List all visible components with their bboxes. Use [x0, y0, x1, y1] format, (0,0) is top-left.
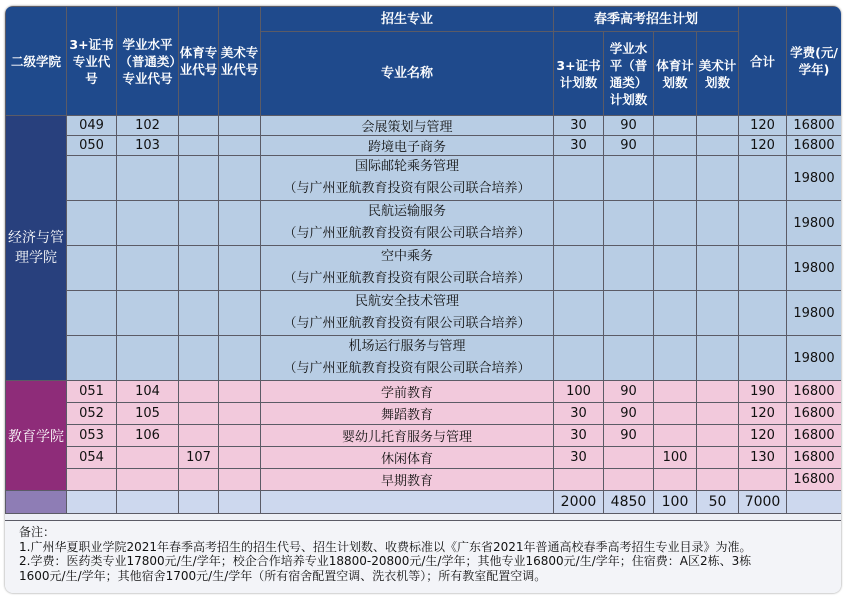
major-partner-note: （与广州亚航教育投资有限公司联合培养） [283, 361, 531, 376]
cert-code-cell [67, 291, 117, 336]
fee-cell: 16800 [787, 381, 841, 403]
enrollment-plan-table [5, 6, 841, 514]
major-name-cell: 休闲体育 [261, 447, 554, 469]
plan-pe-cell [654, 425, 697, 447]
fee-cell: 16800 [787, 447, 841, 469]
xueye-code-cell: 106 [117, 425, 179, 447]
xueye-code-cell: 102 [117, 116, 179, 136]
fee-cell: 19800 [787, 291, 841, 336]
table-row [6, 425, 842, 447]
major-name-cell: 舞蹈教育 [261, 403, 554, 425]
total-plan-sum: 7000 [739, 491, 787, 514]
header-plan-group: 春季高考招生计划 [554, 7, 739, 32]
fee-cell: 16800 [787, 469, 841, 491]
plan-cert-cell: 100 [554, 381, 604, 403]
header-plan-pe: 体育计划数 [654, 32, 697, 116]
xueye-code-cell: 103 [117, 136, 179, 156]
major-name-cell [261, 291, 554, 336]
plan-total-cell [739, 291, 787, 336]
xueye-code-cell [117, 447, 179, 469]
header-plan-cert: 3+证书计划数 [554, 32, 604, 116]
xueye-code-cell [117, 201, 179, 246]
plan-total-cell: 120 [739, 425, 787, 447]
table-row [6, 156, 842, 201]
plan-xueye-cell [604, 336, 654, 381]
header-fee: 学费(元/学年) [787, 7, 841, 116]
plan-cert-cell: 30 [554, 136, 604, 156]
plan-pe-cell [654, 156, 697, 201]
plan-cert-cell [554, 469, 604, 491]
art-code-cell [219, 425, 261, 447]
pe-code-cell [179, 381, 219, 403]
table-header [6, 7, 842, 116]
major-partner-note: （与广州亚航教育投资有限公司联合培养） [283, 271, 531, 286]
cert-code-cell [67, 469, 117, 491]
major-name-cell: 会展策划与管理 [261, 116, 554, 136]
pe-code-cell [179, 116, 219, 136]
cert-code-cell [67, 156, 117, 201]
cert-code-cell: 050 [67, 136, 117, 156]
major-name-cell [261, 156, 554, 201]
table-row [6, 381, 842, 403]
xueye-code-cell [117, 336, 179, 381]
art-code-cell [219, 381, 261, 403]
plan-art-cell [697, 291, 739, 336]
major-name: 机场运行服务与管理 [348, 339, 466, 354]
xueye-code-cell: 104 [117, 381, 179, 403]
table-row [6, 403, 842, 425]
fee-cell: 19800 [787, 246, 841, 291]
art-code-cell [219, 136, 261, 156]
art-code-cell [219, 156, 261, 201]
pe-code-cell [179, 156, 219, 201]
plan-pe-cell [654, 201, 697, 246]
college-cell-edu: 教育学院 [6, 381, 67, 491]
plan-art-cell [697, 469, 739, 491]
major-name-cell: 早期教育 [261, 469, 554, 491]
plan-cert-cell: 30 [554, 403, 604, 425]
plan-xueye-cell: 90 [604, 136, 654, 156]
plan-total-cell: 190 [739, 381, 787, 403]
plan-total-cell [739, 201, 787, 246]
plan-pe-cell [654, 381, 697, 403]
plan-cert-cell: 30 [554, 447, 604, 469]
cert-code-cell [67, 246, 117, 291]
header-major-group: 招生专业 [261, 7, 554, 32]
plan-art-cell [697, 136, 739, 156]
totals-row [6, 491, 842, 514]
plan-art-cell [697, 156, 739, 201]
fee-cell: 16800 [787, 425, 841, 447]
art-code-cell [219, 447, 261, 469]
table-row [6, 136, 842, 156]
plan-cert-cell [554, 246, 604, 291]
plan-total-cell: 120 [739, 403, 787, 425]
major-name-cell [261, 246, 554, 291]
header-art-code: 美术专业代号 [219, 7, 261, 116]
plan-cert-cell [554, 291, 604, 336]
plan-pe-cell [654, 246, 697, 291]
cert-code-cell [67, 336, 117, 381]
header-xueye-code: 学业水平（普通类）专业代号 [117, 7, 179, 116]
cert-code-cell: 049 [67, 116, 117, 136]
plan-xueye-cell [604, 291, 654, 336]
plan-xueye-cell [604, 201, 654, 246]
art-code-cell [219, 469, 261, 491]
table-row [6, 469, 842, 491]
plan-xueye-cell [604, 156, 654, 201]
plan-art-cell [697, 425, 739, 447]
art-code-cell [219, 246, 261, 291]
plan-pe-cell [654, 291, 697, 336]
pe-code-cell [179, 246, 219, 291]
cert-code-cell [67, 201, 117, 246]
major-partner-note: （与广州亚航教育投资有限公司联合培养） [283, 226, 531, 241]
plan-art-cell [697, 381, 739, 403]
plan-xueye-cell [604, 447, 654, 469]
table-row [6, 291, 842, 336]
art-code-cell [219, 116, 261, 136]
totals-label-cell [6, 491, 67, 514]
cert-code-cell: 052 [67, 403, 117, 425]
plan-total-cell: 130 [739, 447, 787, 469]
plan-total-cell [739, 156, 787, 201]
pe-code-cell [179, 201, 219, 246]
xueye-code-cell [117, 156, 179, 201]
cert-code-cell: 053 [67, 425, 117, 447]
fee-cell: 16800 [787, 116, 841, 136]
plan-art-cell [697, 336, 739, 381]
plan-xueye-cell: 90 [604, 381, 654, 403]
plan-art-cell [697, 403, 739, 425]
major-partner-note: （与广州亚航教育投资有限公司联合培养） [283, 316, 531, 331]
major-name-cell [261, 201, 554, 246]
plan-pe-cell [654, 469, 697, 491]
plan-art-cell [697, 447, 739, 469]
major-partner-note: （与广州亚航教育投资有限公司联合培养） [283, 181, 531, 196]
fee-cell: 19800 [787, 336, 841, 381]
plan-total-cell [739, 336, 787, 381]
xueye-code-cell [117, 246, 179, 291]
notes-line-3: 1600元/生/学年；其他宿舍1700元/生/学年（所有宿舍配置空调、洗衣机等）；所有教室配置空调。 [19, 568, 547, 583]
plan-art-cell [697, 246, 739, 291]
plan-pe-cell [654, 336, 697, 381]
xueye-code-cell [117, 291, 179, 336]
art-code-cell [219, 403, 261, 425]
enrollment-plan-document [5, 6, 841, 593]
plan-art-cell [697, 116, 739, 136]
plan-pe-cell [654, 403, 697, 425]
art-code-cell [219, 336, 261, 381]
major-name: 民航安全技术管理 [354, 294, 459, 309]
header-cert-code: 3+证书专业代号 [67, 7, 117, 116]
plan-cert-cell [554, 336, 604, 381]
plan-total-cell [739, 469, 787, 491]
header-plan-xueye: 学业水平（普通类）计划数 [604, 32, 654, 116]
plan-total-cell: 120 [739, 116, 787, 136]
college-cell-econ: 经济与管理学院 [6, 116, 67, 381]
major-name: 空中乘务 [380, 249, 433, 264]
pe-code-cell [179, 136, 219, 156]
xueye-code-cell [117, 469, 179, 491]
major-name-cell [261, 336, 554, 381]
header-plan-art: 美术计划数 [697, 32, 739, 116]
plan-xueye-cell: 90 [604, 425, 654, 447]
pe-code-cell [179, 469, 219, 491]
plan-xueye-cell: 90 [604, 403, 654, 425]
header-pe-code: 体育专业代号 [179, 7, 219, 116]
plan-cert-cell: 30 [554, 425, 604, 447]
pe-code-cell: 107 [179, 447, 219, 469]
pe-code-cell [179, 336, 219, 381]
plan-art-cell [697, 201, 739, 246]
table-row [6, 201, 842, 246]
major-name: 民航运输服务 [367, 204, 446, 219]
major-name: 国际邮轮乘务管理 [354, 159, 459, 174]
plan-xueye-cell [604, 469, 654, 491]
major-name-cell: 婴幼儿托育服务与管理 [261, 425, 554, 447]
cert-code-cell: 051 [67, 381, 117, 403]
plan-cert-cell [554, 156, 604, 201]
plan-total-cell [739, 246, 787, 291]
cert-code-cell: 054 [67, 447, 117, 469]
art-code-cell [219, 291, 261, 336]
table-row [6, 246, 842, 291]
fee-cell: 16800 [787, 136, 841, 156]
fee-cell: 16800 [787, 403, 841, 425]
notes-section [5, 520, 841, 593]
table-row [6, 447, 842, 469]
plan-xueye-cell: 90 [604, 116, 654, 136]
fee-cell: 19800 [787, 201, 841, 246]
notes-title: 备注： [19, 525, 56, 539]
plan-pe-cell: 100 [654, 447, 697, 469]
plan-cert-cell [554, 201, 604, 246]
total-plan-xueye: 4850 [604, 491, 654, 514]
table-row [6, 336, 842, 381]
header-college: 二级学院 [6, 7, 67, 116]
table-row [6, 116, 842, 136]
plan-cert-cell: 30 [554, 116, 604, 136]
plan-xueye-cell [604, 246, 654, 291]
notes-line-1: 1.广州华夏职业学院2021年春季高考招生的招生代号、招生计划数、收费标准以《广东省2021年普通高校春季高考招生专业目录》为准。 [19, 539, 752, 554]
art-code-cell [219, 201, 261, 246]
major-name-cell: 学前教育 [261, 381, 554, 403]
header-major-name: 专业名称 [261, 32, 554, 116]
pe-code-cell [179, 403, 219, 425]
xueye-code-cell: 105 [117, 403, 179, 425]
notes-line-2: 2.学费：医药类专业17800元/生/学年；校企合作培养专业18800-20800元/生/学年；其他专业16800元/生/学年；住宿费：A区2栋、3栋 [19, 554, 752, 568]
header-plan-total: 合计 [739, 7, 787, 116]
plan-pe-cell [654, 116, 697, 136]
total-plan-art: 50 [697, 491, 739, 514]
plan-total-cell: 120 [739, 136, 787, 156]
pe-code-cell [179, 291, 219, 336]
pe-code-cell [179, 425, 219, 447]
total-plan-pe: 100 [654, 491, 697, 514]
major-name-cell: 跨境电子商务 [261, 136, 554, 156]
fee-cell: 19800 [787, 156, 841, 201]
total-plan-cert: 2000 [554, 491, 604, 514]
plan-pe-cell [654, 136, 697, 156]
